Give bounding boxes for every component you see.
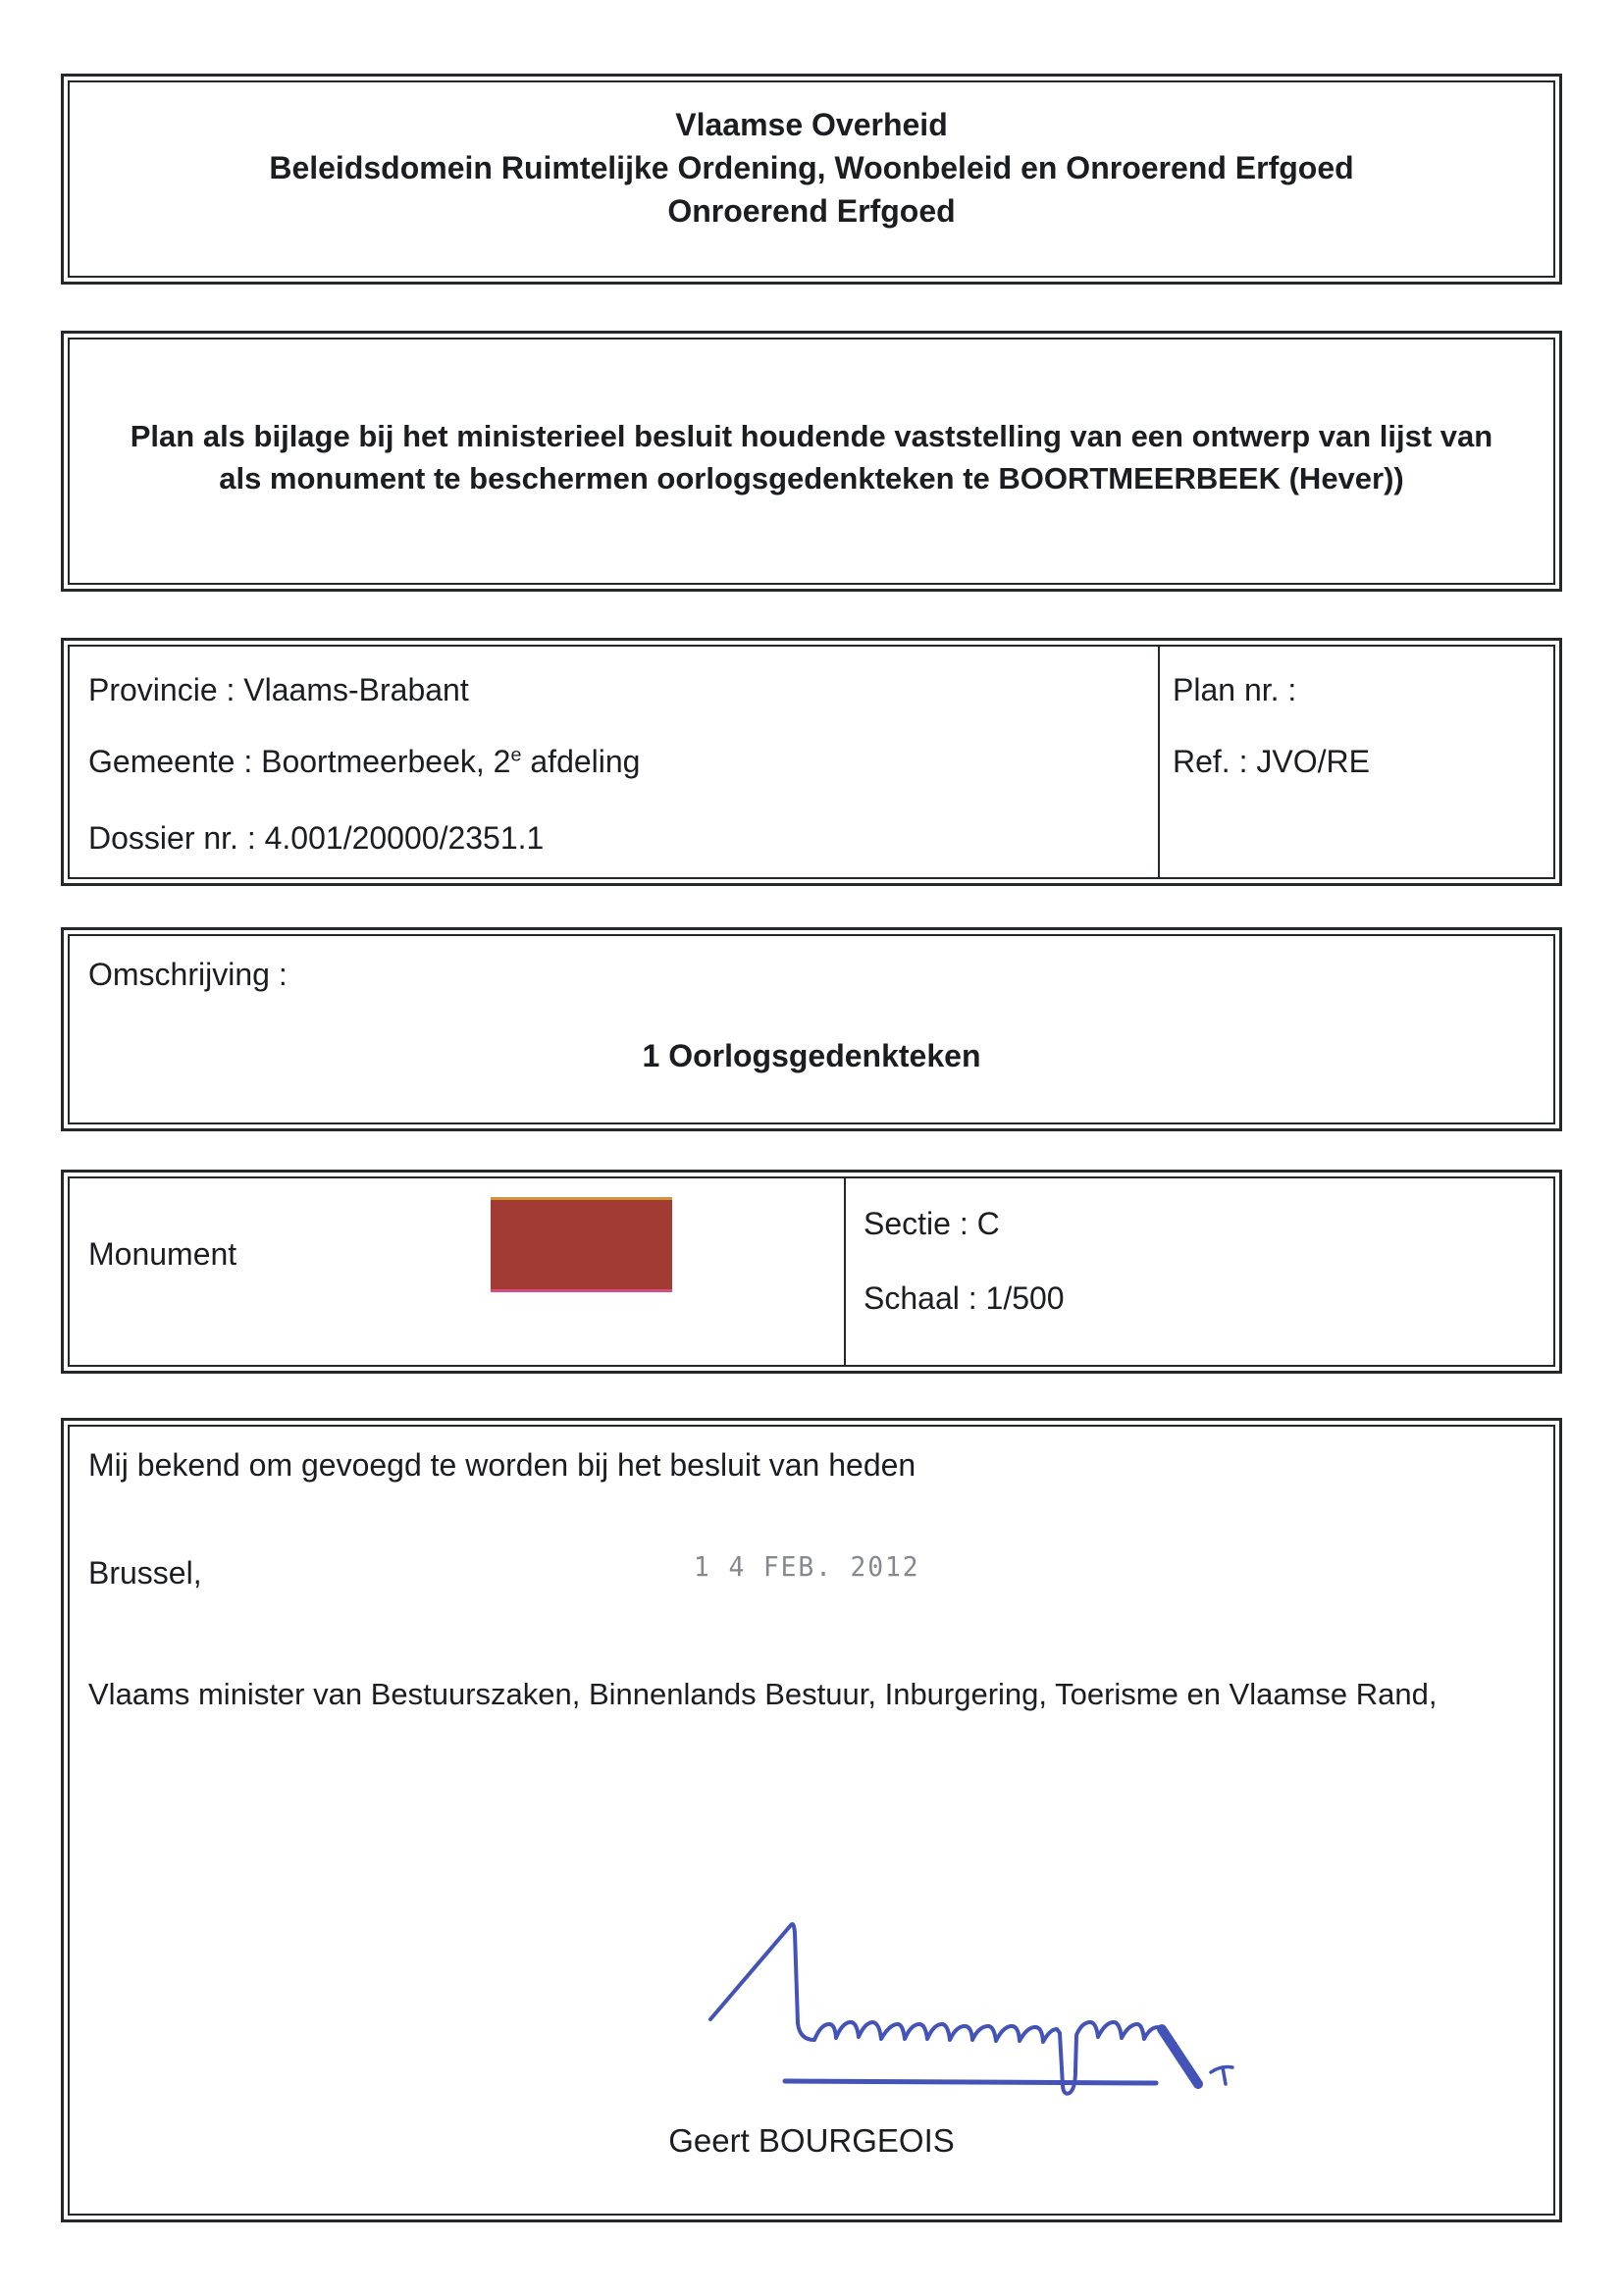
org-domain: Beleidsdomein Ruimtelijke Ordening, Woonbeleid en Onroerend Erfgoed: [269, 150, 1354, 185]
omschrijving-value: 1 Oorlogsgedenkteken: [642, 1038, 981, 1073]
ref-line: Ref. : JVO/RE: [1173, 744, 1370, 779]
omschrijving-box: [61, 927, 1562, 1131]
sectie-line: Sectie : C: [864, 1206, 1000, 1241]
column-divider: [1158, 647, 1160, 877]
plan-title-line1: Plan als bijlage bij het ministerieel besluit houdende vaststelling van een ontwerp van lijst van: [130, 419, 1493, 453]
gemeente-superscript: e: [510, 744, 522, 766]
monument-swatch: [491, 1197, 672, 1292]
plan-nr-line: Plan nr. :: [1173, 672, 1297, 707]
org-title: Vlaamse Overheid: [675, 107, 948, 142]
known-line: Mij bekend om gevoegd te worden bij het besluit van heden: [88, 1447, 916, 1483]
signer-name: Geert BOURGEOIS: [668, 2122, 955, 2159]
schaal-line: Schaal : 1/500: [864, 1280, 1065, 1316]
signature-ink: [687, 1904, 1295, 2110]
plan-title-box: [61, 331, 1562, 592]
legend-box: [61, 1170, 1562, 1374]
plan-title-line2: als monument te beschermen oorlogsgedenkteken te BOORTMEERBEEK (Hever)): [219, 461, 1404, 496]
provincie-line: Provincie : Vlaams-Brabant: [88, 672, 469, 707]
monument-label: Monument: [88, 1236, 237, 1272]
gemeente-line: Gemeente : Boortmeerbeek, 2e afdeling: [88, 744, 641, 779]
org-subdomain: Onroerend Erfgoed: [667, 193, 956, 229]
dossier-line: Dossier nr. : 4.001/20000/2351.1: [88, 820, 545, 856]
file-info-box: [61, 638, 1562, 886]
closing-box: [61, 1418, 1562, 2222]
header-box: [61, 74, 1562, 285]
place-line: Brussel,: [88, 1555, 202, 1591]
minister-line: Vlaams minister van Bestuurszaken, Binnenlands Bestuur, Inburgering, Toerisme en Vlaamse Rand,: [88, 1677, 1438, 1711]
omschrijving-label: Omschrijving :: [88, 957, 288, 992]
date-stamp: 1 4 FEB. 2012: [694, 1550, 920, 1583]
legend-divider: [844, 1178, 846, 1365]
